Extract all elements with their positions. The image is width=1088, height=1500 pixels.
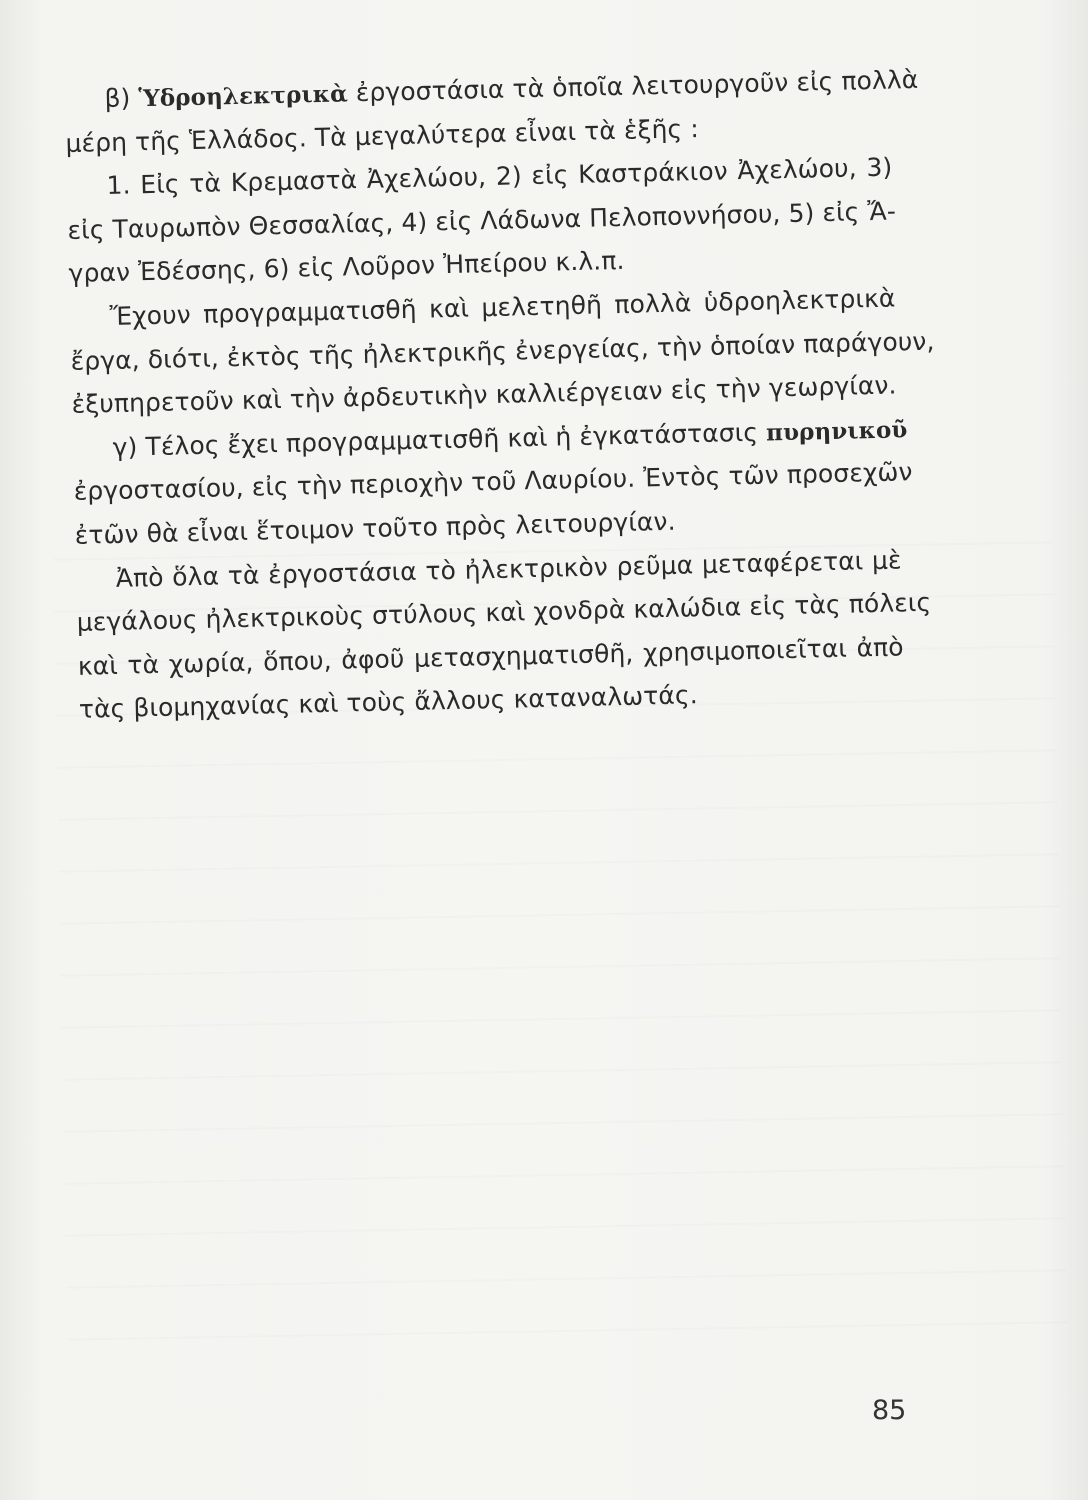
text-line: γραν Ἐδέσσης, 6) εἰς Λοῦρον Ἠπείρου κ.λ.π. [68,246,625,289]
text-line: 1. Εἰς τὰ Κρεμαστὰ Ἀχελώου, 2) εἰς Καστράκιον Ἀχελώου, 3) [106,152,893,201]
text-line: μέρη τῆς Ἑλλάδος. Τὰ μεγαλύτερα εἶναι τὰ ἑξῆς : [65,113,700,158]
text-line: Ἀπὸ ὅλα τὰ ἐργοστάσια τὸ ἠλεκτρικὸν ρεῦμα μεταφέρεται μὲ [115,544,902,593]
text-line-hydroelectric-heading: β) Ὑδροηλεκτρικὰ ἐργοστάσια τὰ ὁποῖα λειτουργοῦν εἰς πολλὰ [104,64,919,114]
text-line: τὰς βιομηχανίας καὶ τοὺς ἄλλους καταναλωτάς. [78,680,699,725]
body-text [64,59,935,732]
text-line-nuclear-heading: γ) Τέλος ἔχει προγραμματισθῆ καὶ ἡ ἐγκατάστασις πυρηνικοῦ [112,415,908,462]
text-line: εἰς Ταυρωπὸν Θεσσαλίας, 4) εἰς Λάδωνα Πελοποννήσου, 5) εἰς Ἄ- [67,196,897,245]
text-line: μεγάλους ἠλεκτρικοὺς στύλους καὶ χονδρὰ καλώδια εἰς τὰς πόλεις [76,587,932,637]
text-line: καὶ τὰ χωρία, ὅπου, ἀφοῦ μετασχηματισθῆ, χρησιμοποιεῖται ἀπὸ [77,632,904,681]
text-line: ἐτῶν θὰ εἶναι ἕτοιμον τοῦτο πρὸς λειτουργίαν. [74,506,676,550]
text-line: Ἔχουν προγραμματισθῆ καὶ μελετηθῆ πολλὰ ὑδροηλεκτρικὰ [109,283,896,331]
text-line: ἐξυπηρετοῦν καὶ τὴν ἀρδευτικὴν καλλιέργειαν εἰς τὴν γεωργίαν. [71,370,897,420]
bold-term-nuclear: πυρηνικοῦ [765,415,908,447]
text-line: ἔργα, διότι, ἐκτὸς τῆς ἠλεκτρικῆς ἐνεργείας, τὴν ὁποίαν παράγουν, [70,326,935,376]
page-number: 85 [872,1395,907,1426]
text-line: ἐργοστασίου, εἰς τὴν περιοχὴν τοῦ Λαυρίου. Ἐντὸς τῶν προσεχῶν [73,457,913,507]
bold-term-hydroelectric: Ὑδροηλεκτρικὰ [138,80,349,113]
